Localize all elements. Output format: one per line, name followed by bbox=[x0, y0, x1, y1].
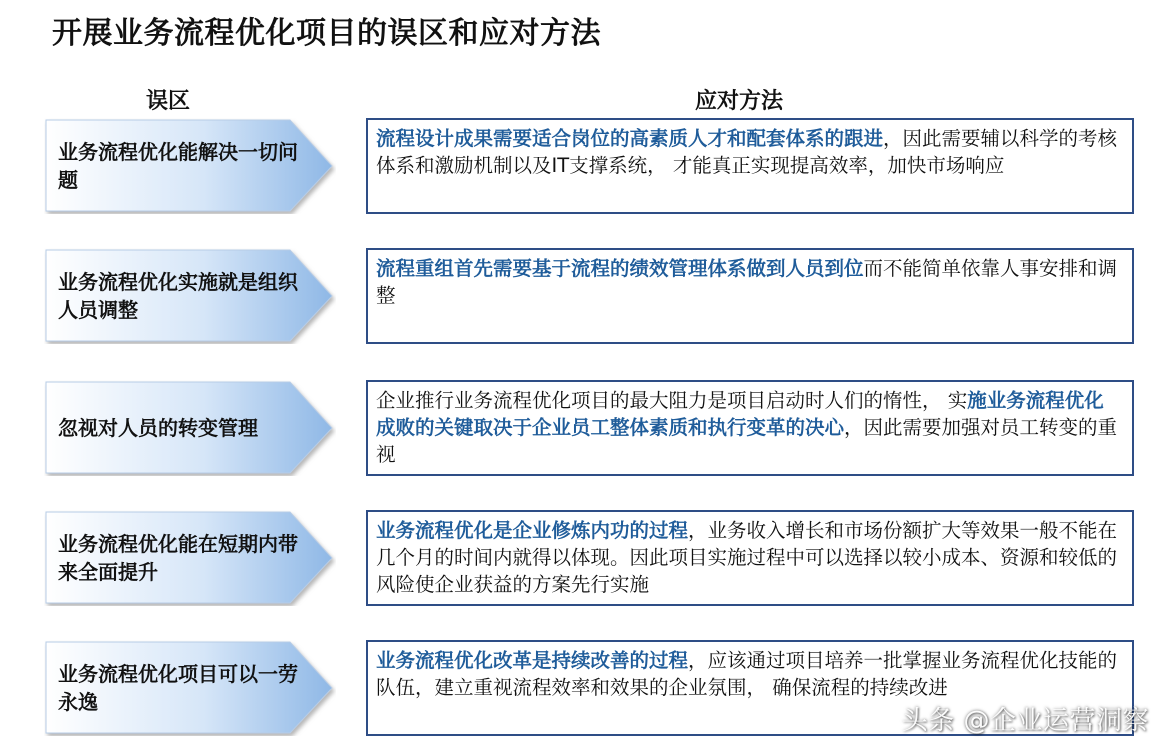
page-title: 开展业务流程优化项目的误区和应对方法 bbox=[52, 16, 601, 51]
solution-text: ，因此需要加强对员工转变的重视 bbox=[376, 416, 1118, 466]
solution-highlight: 流程设计成果需要适合岗位的高素质人才和配套体系的跟进 bbox=[376, 127, 884, 150]
solution-text: ，应该通过项目培养一批掌握业务流程优化技能的队伍，建立重视流程效率和效果的企业氛围， 确保流程的持续改进 bbox=[376, 649, 1118, 699]
solution-text: ，业务收入增长和市场份额扩大等效果一般不能在几个月的时间内就得以体现。因此项目实施过程中可以选择以较小成本、资源和较低的风险使企业获益的方案先行实施 bbox=[376, 519, 1118, 596]
watermark: 头条 @企业运营洞察 bbox=[901, 706, 1149, 736]
misconception-label: 业务流程优化项目可以一劳永逸 bbox=[58, 662, 298, 714]
solution-highlight: 业务流程优化改革是持续改善的过程 bbox=[376, 649, 689, 672]
solution-column-header: 应对方法 bbox=[695, 89, 784, 114]
misconception-label: 业务流程优化实施就是组织人员调整 bbox=[58, 270, 298, 322]
misconception-column-header: 误区 bbox=[146, 89, 191, 114]
solution-box bbox=[366, 118, 1134, 214]
misconception-arrow bbox=[44, 510, 336, 606]
misconception-label: 忽视对人员的转变管理 bbox=[58, 416, 258, 440]
misconception-label: 业务流程优化能解决一切问题 bbox=[58, 140, 298, 192]
misconception-arrow bbox=[44, 118, 336, 214]
solution-text: 企业推行业务流程优化项目的最大阻力是项目启动时人们的惰性， 实 bbox=[376, 389, 968, 412]
misconception-arrow bbox=[44, 248, 336, 344]
solution-highlight: 业务流程优化是企业修炼内功的过程 bbox=[376, 519, 689, 542]
solution-text: 而不能简单依靠人事安排和调整 bbox=[376, 257, 1118, 307]
solution-text: ，因此需要辅以科学的考核体系和激励机制以及IT支撑系统， 才能真正实现提高效率，加快市场响应 bbox=[376, 127, 1118, 177]
misconception-arrow bbox=[44, 380, 336, 476]
solution-highlight: 施业务流程优化成败的关键取决于企业员工整体素质和执行变革的决心 bbox=[376, 389, 1104, 439]
solution-box bbox=[366, 380, 1134, 476]
solution-box bbox=[366, 248, 1134, 344]
solution-box bbox=[366, 510, 1134, 606]
misconception-label: 业务流程优化能在短期内带来全面提升 bbox=[58, 532, 298, 584]
misconception-arrow bbox=[44, 640, 336, 736]
solution-highlight: 流程重组首先需要基于流程的绩效管理体系做到人员到位 bbox=[376, 257, 864, 280]
